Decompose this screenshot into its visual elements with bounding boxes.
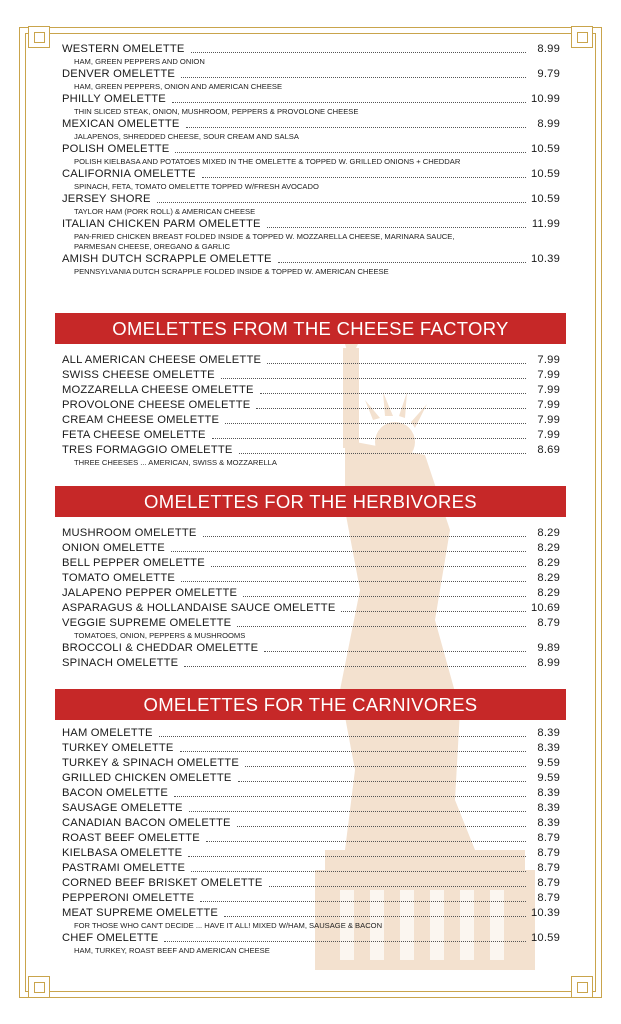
menu-item-name: TRES FORMAGGIO OMELETTE <box>62 444 233 456</box>
menu-item <box>62 726 560 741</box>
menu-item-price: 8.79 <box>537 847 560 859</box>
menu-item <box>62 217 560 252</box>
menu-item <box>62 586 560 601</box>
dot-leader <box>184 665 526 667</box>
dot-leader <box>186 126 526 128</box>
menu-item <box>62 368 560 383</box>
menu-item-price: 8.79 <box>537 862 560 874</box>
menu-item-price: 8.99 <box>537 657 560 669</box>
menu-item-line <box>62 368 560 383</box>
dot-leader <box>221 377 526 379</box>
menu-item-price: 7.99 <box>537 369 560 381</box>
menu-item-name: VEGGIE SUPREME OMELETTE <box>62 617 232 629</box>
menu-item-price: 8.99 <box>537 118 560 130</box>
menu-item <box>62 252 560 277</box>
menu-item-description: HAM, TURKEY, ROAST BEEF AND AMERICAN CHEESE <box>74 946 270 955</box>
menu-item <box>62 526 560 541</box>
menu-item-line <box>62 217 560 232</box>
menu-item-line <box>62 353 560 368</box>
menu-item-name: MUSHROOM OMELETTE <box>62 527 197 539</box>
menu-item-line <box>62 67 560 82</box>
menu-item-price: 8.29 <box>537 587 560 599</box>
menu-item-line <box>62 656 560 671</box>
dot-leader <box>174 795 526 797</box>
menu-item <box>62 741 560 756</box>
menu-item-name: ONION OMELETTE <box>62 542 165 554</box>
menu-section-herbivores <box>62 526 560 671</box>
menu-item-line <box>62 586 560 601</box>
menu-item-name: BACON OMELETTE <box>62 787 168 799</box>
menu-item-price: 10.39 <box>531 253 560 265</box>
corner-ornament-icon <box>28 976 50 998</box>
menu-item-name: AMISH DUTCH SCRAPPLE OMELETTE <box>62 253 272 265</box>
menu-item-name: ITALIAN CHICKEN PARM OMELETTE <box>62 218 261 230</box>
menu-item <box>62 756 560 771</box>
menu-item <box>62 142 560 167</box>
menu-item <box>62 831 560 846</box>
dot-leader <box>188 855 526 857</box>
menu-item <box>62 443 560 468</box>
menu-item <box>62 428 560 443</box>
dot-leader <box>267 362 526 364</box>
menu-item-price: 8.39 <box>537 742 560 754</box>
dot-leader <box>181 580 526 582</box>
menu-item-line <box>62 906 560 921</box>
dot-leader <box>256 407 526 409</box>
menu-item <box>62 571 560 586</box>
menu-item-price: 8.29 <box>537 557 560 569</box>
menu-item-name: ASPARAGUS & HOLLANDAISE SAUCE OMELETTE <box>62 602 336 614</box>
menu-item-name: BROCCOLI & CHEDDAR OMELETTE <box>62 642 259 654</box>
menu-item-name: SPINACH OMELETTE <box>62 657 179 669</box>
menu-item-name: PROVOLONE CHEESE OMELETTE <box>62 399 251 411</box>
menu-item-price: 11.99 <box>531 218 560 230</box>
menu-item-price: 10.59 <box>531 193 560 205</box>
corner-ornament-icon <box>571 976 593 998</box>
menu-item-price: 8.79 <box>537 892 560 904</box>
menu-item-name: TURKEY & SPINACH OMELETTE <box>62 757 239 769</box>
menu-item <box>62 816 560 831</box>
dot-leader <box>211 565 526 567</box>
dot-leader <box>212 437 526 439</box>
dot-leader <box>278 261 526 263</box>
menu-item-name: HAM OMELETTE <box>62 727 153 739</box>
menu-item-name: DENVER OMELETTE <box>62 68 176 80</box>
menu-item-price: 8.39 <box>537 802 560 814</box>
menu-item-description: PAN-FRIED CHICKEN BREAST FOLDED INSIDE & TOPPED W. MOZZARELLA CHEESE, MARINARA SAUCE, PARMESAN CHEESE, OREGANO & GARLIC <box>74 232 455 251</box>
menu-item-name: SAUSAGE OMELETTE <box>62 802 183 814</box>
menu-item-line <box>62 428 560 443</box>
section-heading-herbivores: OMELETTES FOR THE HERBIVORES <box>55 486 566 517</box>
dot-leader <box>172 101 526 103</box>
menu-item-line <box>62 801 560 816</box>
menu-item-price: 7.99 <box>537 384 560 396</box>
menu-item-description: POLISH KIELBASA AND POTATOES MIXED IN THE OMELETTE & TOPPED W. GRILLED ONIONS + CHEDDAR <box>74 157 461 166</box>
menu-item <box>62 771 560 786</box>
menu-item-price: 10.99 <box>531 93 560 105</box>
menu-item-description: SPINACH, FETA, TOMATO OMELETTE TOPPED W/FRESH AVOCADO <box>74 182 319 191</box>
menu-item-price: 10.69 <box>531 602 560 614</box>
menu-item <box>62 786 560 801</box>
menu-item-line <box>62 92 560 107</box>
dot-leader <box>175 151 526 153</box>
menu-item-name: JERSEY SHORE <box>62 193 151 205</box>
menu-item <box>62 192 560 217</box>
menu-item-price: 9.79 <box>537 68 560 80</box>
dot-leader <box>181 76 526 78</box>
menu-item-price: 8.29 <box>537 527 560 539</box>
menu-item-price: 8.39 <box>537 787 560 799</box>
menu-item-line <box>62 891 560 906</box>
dot-leader <box>206 840 526 842</box>
menu-item-description: THREE CHEESES ... AMERICAN, SWISS & MOZZARELLA <box>74 458 277 467</box>
menu-item-name: MEAT SUPREME OMELETTE <box>62 907 219 919</box>
menu-item <box>62 876 560 891</box>
menu-item-line <box>62 556 560 571</box>
menu-item-line <box>62 816 560 831</box>
menu-item-name: WESTERN OMELETTE <box>62 43 185 55</box>
dot-leader <box>237 625 526 627</box>
menu-item <box>62 641 560 656</box>
menu-item-name: GRILLED CHICKEN OMELETTE <box>62 772 232 784</box>
menu-item-line <box>62 771 560 786</box>
menu-item <box>62 556 560 571</box>
dot-leader <box>200 900 526 902</box>
dot-leader <box>269 885 526 887</box>
dot-leader <box>189 810 526 812</box>
dot-leader <box>180 750 526 752</box>
dot-leader <box>341 610 526 612</box>
menu-item-line <box>62 616 560 631</box>
menu-item-price: 8.79 <box>537 877 560 889</box>
menu-item-description: TAYLOR HAM (PORK ROLL) & AMERICAN CHEESE <box>74 207 256 216</box>
menu-item-line <box>62 641 560 656</box>
menu-item-price: 8.79 <box>537 617 560 629</box>
menu-item-line <box>62 541 560 556</box>
menu-item-name: TOMATO OMELETTE <box>62 572 176 584</box>
menu-item-price: 8.99 <box>537 43 560 55</box>
dot-leader <box>238 780 526 782</box>
corner-ornament-icon <box>571 26 593 48</box>
menu-section-cheese-factory <box>62 353 560 468</box>
menu-item-name: CANADIAN BACON OMELETTE <box>62 817 231 829</box>
menu-item-name: PASTRAMI OMELETTE <box>62 862 186 874</box>
menu-item-line <box>62 398 560 413</box>
menu-item-price: 9.59 <box>537 772 560 784</box>
menu-item <box>62 42 560 67</box>
dot-leader <box>237 825 526 827</box>
menu-item-description: TOMATOES, ONION, PEPPERS & MUSHROOMS <box>74 631 246 640</box>
menu-item-line <box>62 931 560 946</box>
menu-item <box>62 891 560 906</box>
menu-item-price: 8.39 <box>537 817 560 829</box>
menu-item-price: 7.99 <box>537 429 560 441</box>
section-heading-carnivores: OMELETTES FOR THE CARNIVORES <box>55 689 566 720</box>
dot-leader <box>164 940 526 942</box>
menu-item-price: 7.99 <box>537 399 560 411</box>
menu-item-line <box>62 861 560 876</box>
menu-item-price: 8.29 <box>537 572 560 584</box>
menu-item-price: 8.69 <box>537 444 560 456</box>
menu-item <box>62 931 560 956</box>
dot-leader <box>157 201 526 203</box>
menu-item-name: PHILLY OMELETTE <box>62 93 166 105</box>
menu-item <box>62 117 560 142</box>
menu-item-description: HAM, GREEN PEPPERS AND ONION <box>74 57 205 66</box>
menu-item-line <box>62 192 560 207</box>
menu-item-name: ALL AMERICAN CHEESE OMELETTE <box>62 354 262 366</box>
menu-item-line <box>62 876 560 891</box>
menu-item-price: 10.59 <box>531 143 560 155</box>
menu-item-price: 10.59 <box>531 168 560 180</box>
menu-item-line <box>62 601 560 616</box>
menu-item-name: PEPPERONI OMELETTE <box>62 892 195 904</box>
menu-item-price: 7.99 <box>537 414 560 426</box>
menu-item-name: CALIFORNIA OMELETTE <box>62 168 196 180</box>
dot-leader <box>267 226 526 228</box>
menu-item-line <box>62 741 560 756</box>
menu-item-price: 10.39 <box>531 907 560 919</box>
menu-item <box>62 383 560 398</box>
menu-item-line <box>62 571 560 586</box>
menu-item <box>62 846 560 861</box>
menu-item <box>62 413 560 428</box>
menu-item-line <box>62 726 560 741</box>
menu-section-classic <box>62 42 560 277</box>
dot-leader <box>224 915 526 917</box>
menu-item-line <box>62 142 560 157</box>
menu-item-price: 9.59 <box>537 757 560 769</box>
menu-item-name: ROAST BEEF OMELETTE <box>62 832 200 844</box>
menu-item-price: 8.29 <box>537 542 560 554</box>
dot-leader <box>159 735 526 737</box>
menu-item-name: BELL PEPPER OMELETTE <box>62 557 205 569</box>
menu-item-line <box>62 252 560 267</box>
menu-item-price: 8.39 <box>537 727 560 739</box>
menu-item-description: THIN SLICED STEAK, ONION, MUSHROOM, PEPPERS & PROVOLONE CHEESE <box>74 107 359 116</box>
menu-item-description: JALAPENOS, SHREDDED CHEESE, SOUR CREAM AND SALSA <box>74 132 299 141</box>
menu-item-name: KIELBASA OMELETTE <box>62 847 183 859</box>
dot-leader <box>245 765 526 767</box>
menu-item-name: TURKEY OMELETTE <box>62 742 174 754</box>
menu-section-carnivores <box>62 726 560 956</box>
menu-item-price: 8.79 <box>537 832 560 844</box>
dot-leader <box>203 535 526 537</box>
dot-leader <box>225 422 526 424</box>
dot-leader <box>191 870 526 872</box>
menu-item-name: CORNED BEEF BRISKET OMELETTE <box>62 877 263 889</box>
dot-leader <box>264 650 526 652</box>
menu-item-price: 7.99 <box>537 354 560 366</box>
menu-item-description: HAM, GREEN PEPPERS, ONION AND AMERICAN CHEESE <box>74 82 283 91</box>
menu-item-name: MOZZARELLA CHEESE OMELETTE <box>62 384 254 396</box>
menu-item <box>62 541 560 556</box>
menu-item <box>62 67 560 92</box>
dot-leader <box>243 595 526 597</box>
dot-leader <box>260 392 526 394</box>
menu-item-name: FETA CHEESE OMELETTE <box>62 429 206 441</box>
dot-leader <box>202 176 526 178</box>
menu-item-line <box>62 383 560 398</box>
menu-item-name: CHEF OMELETTE <box>62 932 159 944</box>
menu-item-line <box>62 443 560 458</box>
menu-item-line <box>62 413 560 428</box>
menu-item-line <box>62 42 560 57</box>
menu-item <box>62 398 560 413</box>
section-heading-cheese-factory: OMELETTES FROM THE CHEESE FACTORY <box>55 313 566 344</box>
menu-item-name: SWISS CHEESE OMELETTE <box>62 369 215 381</box>
menu-item <box>62 167 560 192</box>
menu-item-price: 10.59 <box>531 932 560 944</box>
dot-leader <box>191 51 526 53</box>
dot-leader <box>239 452 526 454</box>
menu-item-name: MEXICAN OMELETTE <box>62 118 180 130</box>
menu-item <box>62 656 560 671</box>
menu-item-line <box>62 786 560 801</box>
menu-item-name: CREAM CHEESE OMELETTE <box>62 414 220 426</box>
menu-item <box>62 906 560 931</box>
menu-item-name: JALAPENO PEPPER OMELETTE <box>62 587 238 599</box>
menu-item <box>62 353 560 368</box>
menu-item-line <box>62 117 560 132</box>
menu-item-line <box>62 167 560 182</box>
menu-item <box>62 616 560 641</box>
menu-item-name: POLISH OMELETTE <box>62 143 170 155</box>
corner-ornament-icon <box>28 26 50 48</box>
menu-item <box>62 601 560 616</box>
menu-item-price: 9.89 <box>537 642 560 654</box>
menu-item <box>62 861 560 876</box>
menu-item-line <box>62 526 560 541</box>
menu-item-line <box>62 831 560 846</box>
menu-item <box>62 801 560 816</box>
dot-leader <box>171 550 526 552</box>
menu-item-line <box>62 756 560 771</box>
menu-item-line <box>62 846 560 861</box>
menu-item <box>62 92 560 117</box>
menu-item-description: PENNSYLVANIA DUTCH SCRAPPLE FOLDED INSIDE & TOPPED W. AMERICAN CHEESE <box>74 267 389 276</box>
menu-item-description: FOR THOSE WHO CAN'T DECIDE ... HAVE IT ALL! MIXED W/HAM, SAUSAGE & BACON <box>74 921 383 930</box>
